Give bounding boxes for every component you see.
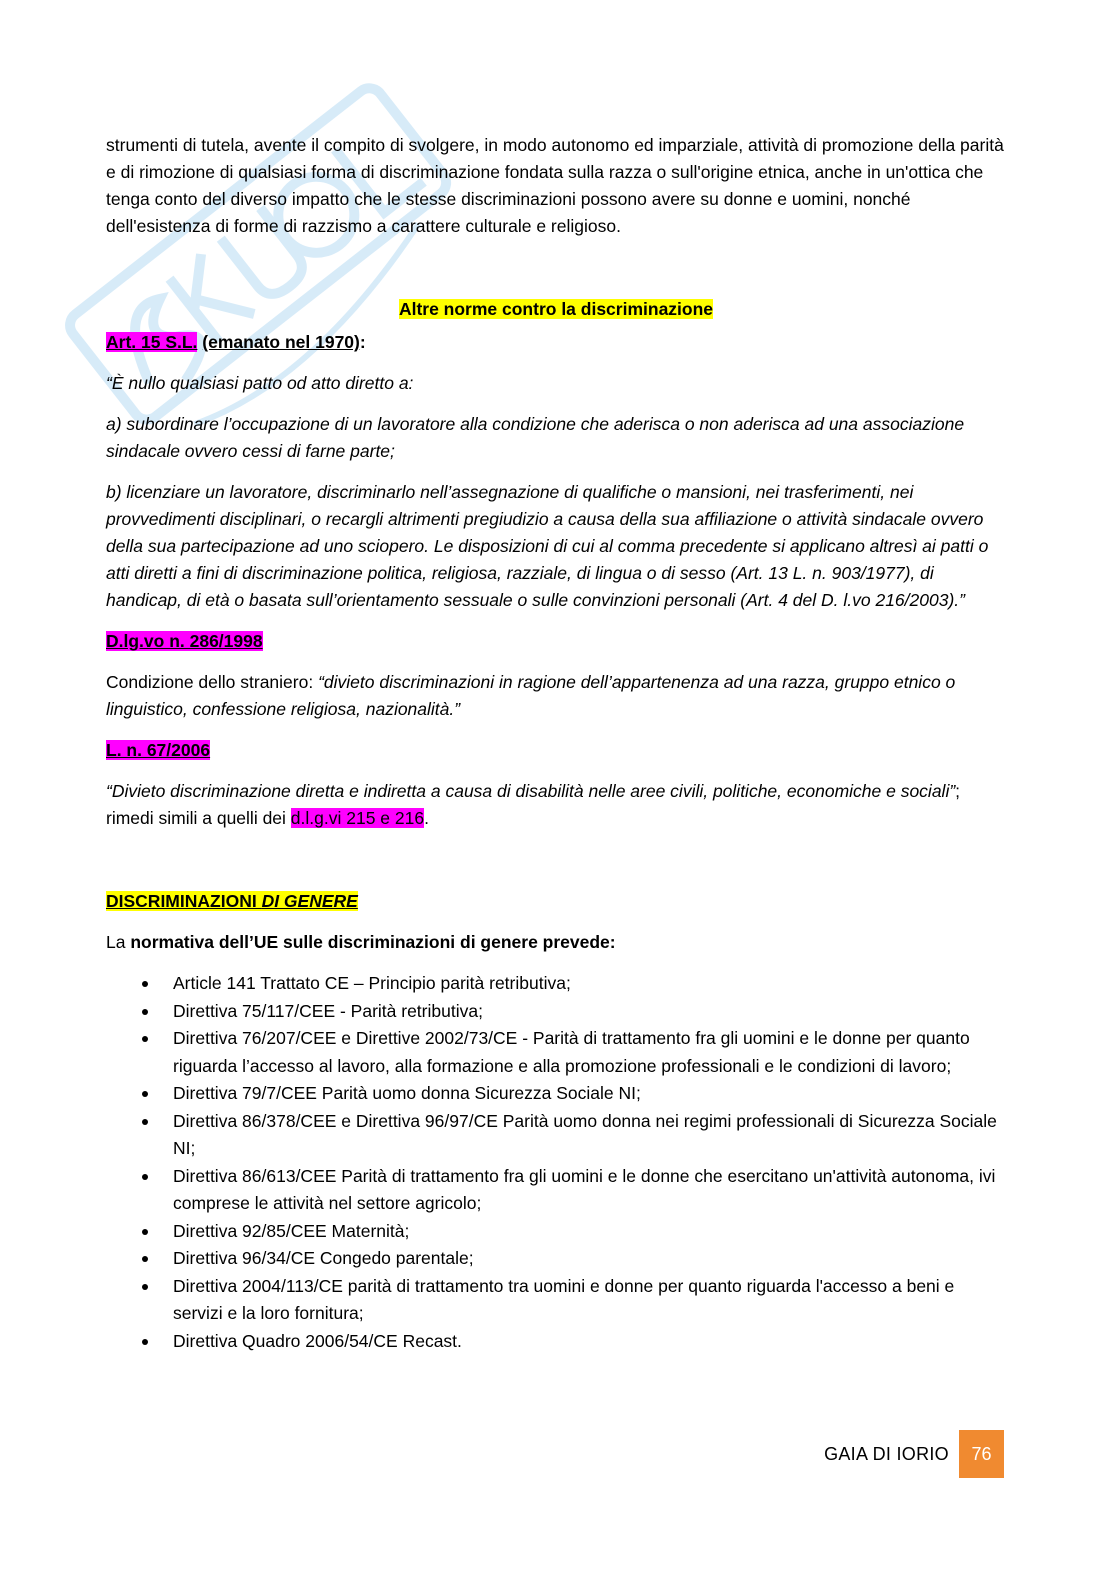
- gender-intro-plain: La: [106, 932, 131, 952]
- page-footer: [824, 1430, 1004, 1478]
- l67-end: .: [424, 808, 429, 828]
- list-item: Article 141 Trattato CE – Principio parità retributiva;: [106, 970, 1006, 998]
- art15-colon: :: [359, 332, 366, 352]
- list-item: Direttiva 86/378/CEE e Direttiva 96/97/CE Parità uomo donna nei regimi professionali di Sicurezza Sociale NI;: [106, 1108, 1006, 1163]
- dlgs286-heading: [106, 628, 1006, 655]
- art15-suffix: (emanato nel 1970): [202, 332, 360, 352]
- l67-highlight: d.l.g.vi 215 e 216: [290, 808, 425, 828]
- list-item: Direttiva 75/117/CEE - Parità retributiva;: [106, 998, 1006, 1026]
- dlgs286-quote: “divieto discriminazioni in ragione dell’appartenenza ad una razza, gruppo etnico o linguistico, confessione religiosa, nazionalità.”: [106, 672, 956, 719]
- list-item: Direttiva 79/7/CEE Parità uomo donna Sicurezza Sociale NI;: [106, 1080, 1006, 1108]
- gender-heading-italic: DI GENERE: [261, 891, 358, 911]
- list-item: Direttiva 96/34/CE Congedo parentale;: [106, 1245, 1006, 1273]
- l67-ref: L. n. 67/2006: [106, 740, 211, 760]
- l67-heading: [106, 737, 1006, 764]
- gender-intro: [106, 929, 1006, 956]
- dlgs286-paragraph: [106, 669, 1006, 723]
- footer-author: GAIA DI IORIO: [824, 1443, 949, 1464]
- l67-quote: “Divieto discriminazione diretta e indiretta a causa di disabilità nelle aree civili, politiche, economiche e sociali”: [106, 781, 956, 801]
- art15-item-a: a) subordinare l’occupazione di un lavoratore alla condizione che aderisca o non aderisca ad una associazione sindacale ovvero cessi di farne parte;: [106, 414, 965, 461]
- l67-paragraph: [106, 778, 1006, 832]
- list-item: Direttiva 76/207/CEE e Direttive 2002/73/CE - Parità di trattamento fra gli uomini e le donne per quanto riguarda l’accesso al lavoro, alla formazione e alla promozione professionali e le condizioni di lavoro;: [106, 1025, 1006, 1080]
- art15-item-b: b) licenziare un lavoratore, discriminarlo nell’assegnazione di qualifiche o mansioni, nei trasferimenti, nei provvedimenti disciplinari, o recargli altrimenti pregiudizio a causa della sua affiliazione o attività sindacale ovvero della sua partecipazione ad uno sciopero. Le disposizioni di cui al comma precedente si applicano altresì ai patti o atti diretti a fini di discriminazione politica, religiosa, razziale, di lingua o di sesso (Art. 13 L. n. 903/1977), di handicap, di età o basata sull’orientamento sessuale o sulle convinzioni personali (Art. 4 del D. l.vo 216/2003).”: [106, 482, 989, 610]
- dlgs286-ref: D.lg.vo n. 286/1998: [106, 631, 263, 651]
- other-norms-heading-text: Altre norme contro la discriminazione: [398, 299, 714, 319]
- intro-paragraph: strumenti di tutela, avente il compito di svolgere, in modo autonomo ed imparziale, attività di promozione della parità e di rimozione di qualsiasi forma di discriminazione fondata sulla razza o sull'origine etnica, anche in un'ottica che tenga conto del diverso impatto che le stesse discriminazioni possono avere su donne e uomini, nonché dell'esistenza di forme di razzismo a carattere culturale e religioso.: [106, 135, 1004, 236]
- gender-heading-plain: DISCRIMINAZIONI: [106, 891, 262, 911]
- art15-heading: [106, 329, 1006, 356]
- document-body: [106, 132, 1006, 1355]
- gender-norms-list: [106, 970, 1006, 1355]
- gender-heading: [106, 888, 1006, 915]
- page-number-badge: 76: [959, 1430, 1004, 1478]
- other-norms-heading: [106, 296, 1006, 323]
- list-item: Direttiva Quadro 2006/54/CE Recast.: [106, 1328, 1006, 1356]
- art15-ref: Art. 15 S.L.: [106, 332, 198, 352]
- l67-mid: ; rimedi simili a quelli dei: [106, 781, 961, 828]
- dlgs286-lead: Condizione dello straniero:: [106, 672, 319, 692]
- list-item: Direttiva 86/613/CEE Parità di trattamento fra gli uomini e le donne che esercitano un'attività autonoma, ivi comprese le attività nel settore agricolo;: [106, 1163, 1006, 1218]
- gender-intro-bold: normativa dell’UE sulle discriminazioni di genere prevede:: [130, 932, 616, 952]
- art15-lead: “È nullo qualsiasi patto od atto diretto a:: [106, 373, 414, 393]
- list-item: Direttiva 92/85/CEE Maternità;: [106, 1218, 1006, 1246]
- gender-heading-text: [106, 891, 358, 911]
- list-item: Direttiva 2004/113/CE parità di trattamento tra uomini e donne per quanto riguarda l'accesso a beni e servizi e la loro fornitura;: [106, 1273, 1006, 1328]
